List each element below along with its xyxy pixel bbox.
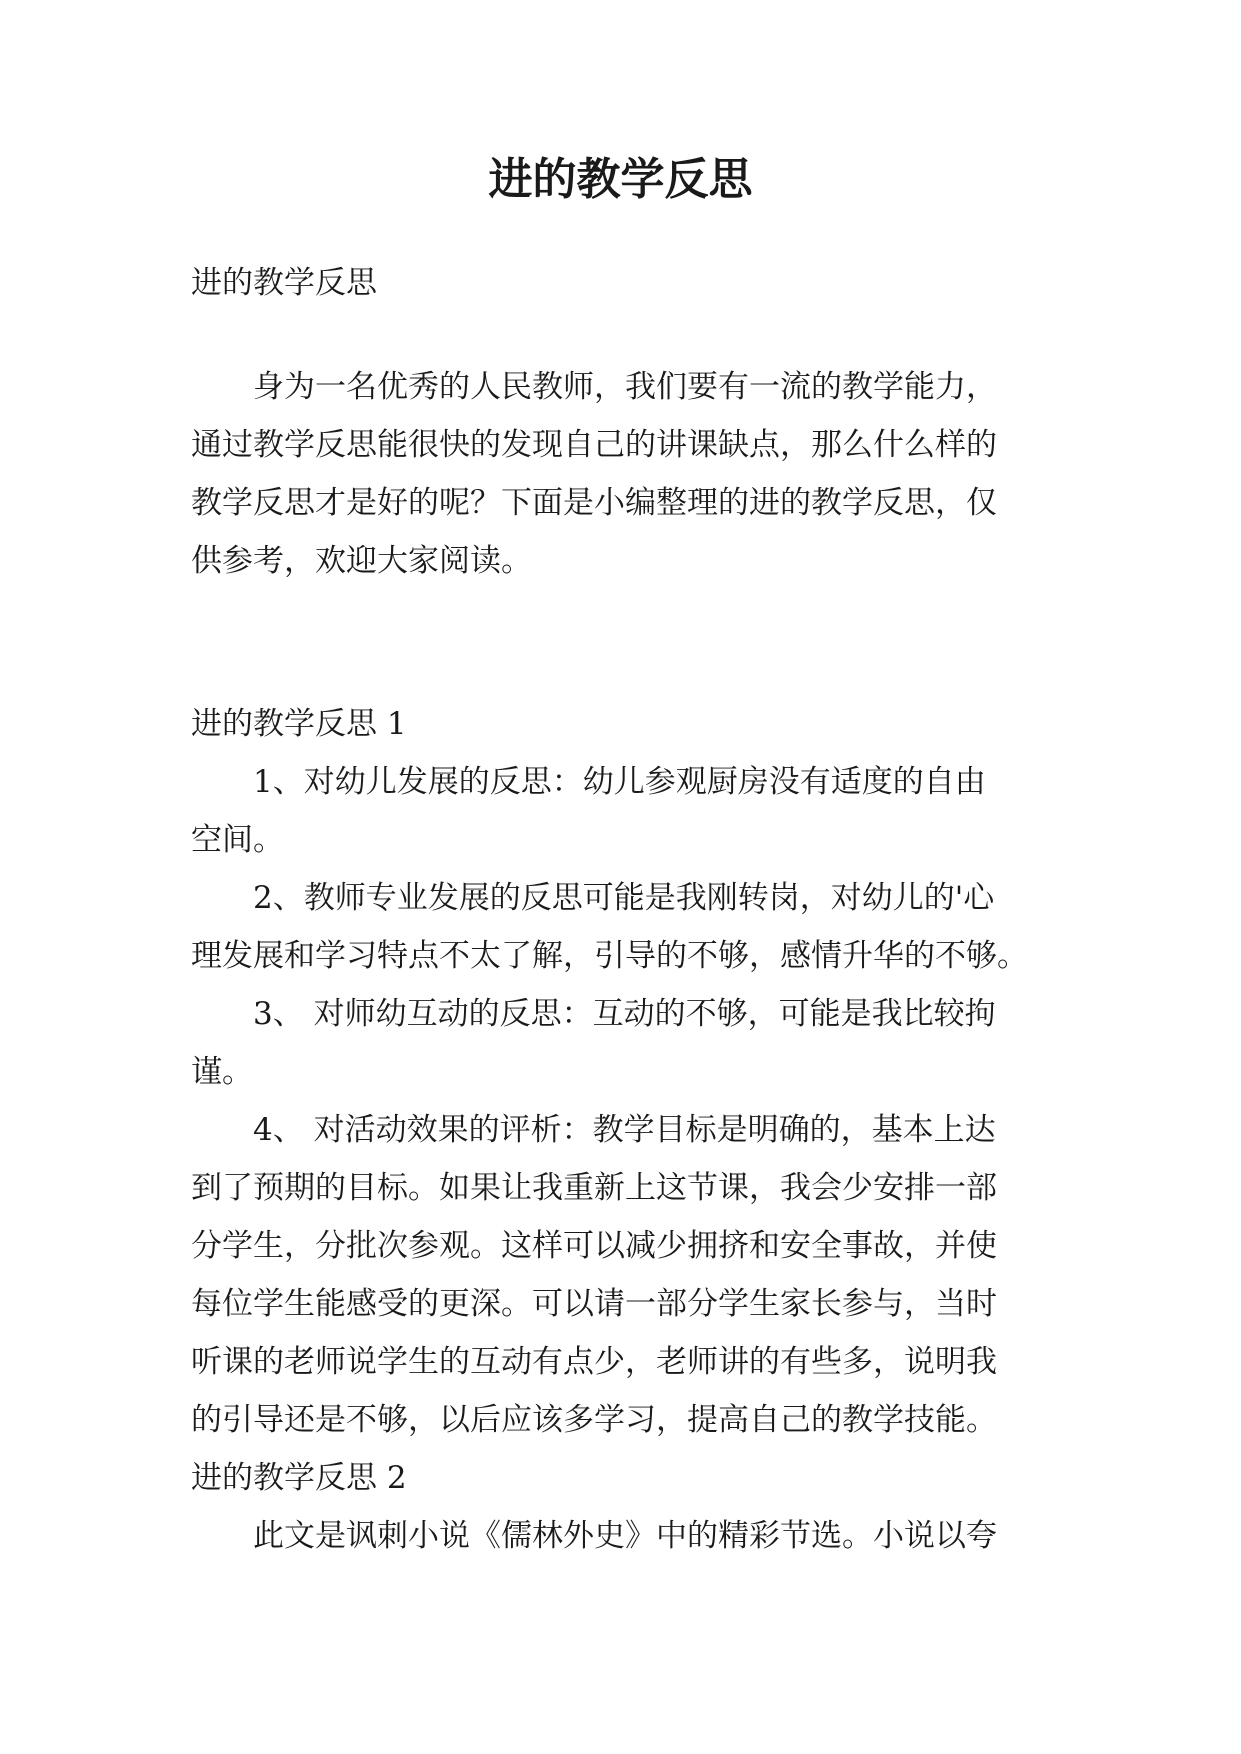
text-line: 通过教学反思能很快的发现自己的讲课缺点，那么什么样的: [191, 427, 997, 463]
intro-paragraph: [191, 358, 1071, 590]
text-line: 听课的老师说学生的互动有点少，老师讲的有些多，说明我: [191, 1344, 997, 1380]
text-line: 到了预期的目标。如果让我重新上这节课，我会少安排一部: [191, 1170, 997, 1206]
document-subtitle: [191, 254, 1071, 312]
heading-line: 进的教学反思 2: [191, 1460, 407, 1496]
section2-heading: [191, 1449, 1071, 1507]
text-line: 每位学生能感受的更深。可以请一部分学生家长参与，当时: [191, 1286, 997, 1322]
text-line: 身为一名优秀的人民教师，我们要有一流的教学能力，: [191, 369, 997, 405]
section1-heading: [191, 695, 1071, 753]
text-line: 3、 对师幼互动的反思：互动的不够，可能是我比较拘: [191, 996, 996, 1032]
text-line: 的引导还是不够，以后应该多学习，提高自己的教学技能。: [191, 1402, 997, 1438]
text-line: 4、 对活动效果的评析：教学目标是明确的，基本上达: [191, 1112, 996, 1148]
heading-line: 进的教学反思 1: [191, 706, 407, 742]
text-line: 空间。: [191, 822, 284, 858]
section2-body: [191, 1507, 1071, 1565]
text-line: 此文是讽刺小说《儒林外史》中的精彩节选。小说以夸: [191, 1518, 997, 1554]
text-line: 2、教师专业发展的反思可能是我刚转岗，对幼儿的'心: [191, 880, 995, 916]
section1-body: [191, 753, 1071, 1449]
text-line: 理发展和学习特点不太了解，引导的不够，感情升华的不够。: [191, 938, 1028, 974]
text-line: 分学生，分批次参观。这样可以减少拥挤和安全事故，并使: [191, 1228, 997, 1264]
text-line: 谨。: [191, 1054, 253, 1090]
text-line: 供参考，欢迎大家阅读。: [191, 543, 532, 579]
text-line: 教学反思才是好的呢？下面是小编整理的进的教学反思，仅: [191, 485, 997, 521]
text-line: 1、对幼儿发展的反思：幼儿参观厨房没有适度的自由: [191, 764, 986, 800]
subtitle-line: 进的教学反思: [191, 265, 377, 301]
document-title: 进的教学反思: [488, 154, 753, 205]
